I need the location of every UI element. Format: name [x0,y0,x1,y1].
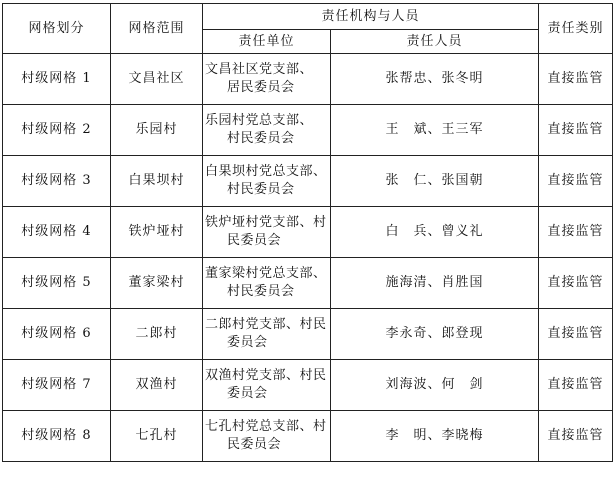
unit-cell [203,105,331,156]
persons-cell: 李 明、李晓梅 [331,411,539,462]
unit-line-1: 二郎村党支部、村民 [205,317,327,332]
table-row [3,360,613,411]
persons-cell: 张帮忠、张冬明 [331,54,539,105]
responsibility-table-container [2,3,613,462]
unit-line-2: 村民委员会 [227,131,295,146]
scope-cell: 二郎村 [111,309,203,360]
unit-line-1: 白果坝村党总支部、 [205,164,327,179]
type-cell: 直接监管 [539,309,613,360]
unit-line-1: 双渔村党支部、村民 [205,368,327,383]
table-row [3,105,613,156]
unit-cell [203,309,331,360]
scope-cell: 七孔村 [111,411,203,462]
unit-cell [203,360,331,411]
table-row [3,156,613,207]
persons-cell: 白 兵、曾义礼 [331,207,539,258]
unit-cell [203,54,331,105]
table-row [3,411,613,462]
type-cell: 直接监管 [539,258,613,309]
unit-line-2: 民委员会 [227,437,282,452]
scope-cell: 文昌社区 [111,54,203,105]
scope-cell: 董家梁村 [111,258,203,309]
unit-line-2: 委员会 [227,335,268,350]
unit-line-2: 村民委员会 [227,284,295,299]
unit-cell [203,411,331,462]
scope-cell: 白果坝村 [111,156,203,207]
persons-cell: 施海清、肖胜国 [331,258,539,309]
unit-line-1: 董家梁村党总支部、 [205,266,327,281]
unit-line-2: 村民委员会 [227,182,295,197]
persons-cell: 李永奇、郎登现 [331,309,539,360]
type-cell: 直接监管 [539,411,613,462]
grid-cell: 村级网格 3 [3,156,111,207]
unit-line-1: 文昌社区党支部、 [205,62,314,77]
unit-line-1: 铁炉垭村党支部、村 [205,215,327,230]
unit-line-2: 居民委员会 [227,80,295,95]
scope-cell: 双渔村 [111,360,203,411]
unit-cell [203,258,331,309]
header-grid-scope: 网格范围 [111,4,203,54]
persons-cell: 张 仁、张国朝 [331,156,539,207]
unit-line-2: 委员会 [227,386,268,401]
header-grid-division: 网格划分 [3,4,111,54]
grid-cell: 村级网格 1 [3,54,111,105]
header-responsible-unit: 责任单位 [203,30,331,54]
header-responsible-group: 责任机构与人员 [203,4,539,30]
responsibility-table [2,3,613,462]
scope-cell: 铁炉垭村 [111,207,203,258]
unit-line-1: 乐园村党总支部、 [205,113,314,128]
table-row [3,258,613,309]
grid-cell: 村级网格 2 [3,105,111,156]
type-cell: 直接监管 [539,207,613,258]
table-row [3,54,613,105]
table-row [3,309,613,360]
unit-cell [203,207,331,258]
persons-cell: 刘海波、何 剑 [331,360,539,411]
persons-cell: 王 斌、王三军 [331,105,539,156]
grid-cell: 村级网格 8 [3,411,111,462]
type-cell: 直接监管 [539,54,613,105]
type-cell: 直接监管 [539,360,613,411]
unit-line-1: 七孔村党总支部、村 [205,419,327,434]
grid-cell: 村级网格 7 [3,360,111,411]
header-responsible-person: 责任人员 [331,30,539,54]
type-cell: 直接监管 [539,156,613,207]
type-cell: 直接监管 [539,105,613,156]
header-responsibility-type: 责任类别 [539,4,613,54]
grid-cell: 村级网格 5 [3,258,111,309]
grid-cell: 村级网格 6 [3,309,111,360]
scope-cell: 乐园村 [111,105,203,156]
unit-line-2: 民委员会 [227,233,282,248]
table-row [3,207,613,258]
grid-cell: 村级网格 4 [3,207,111,258]
unit-cell [203,156,331,207]
